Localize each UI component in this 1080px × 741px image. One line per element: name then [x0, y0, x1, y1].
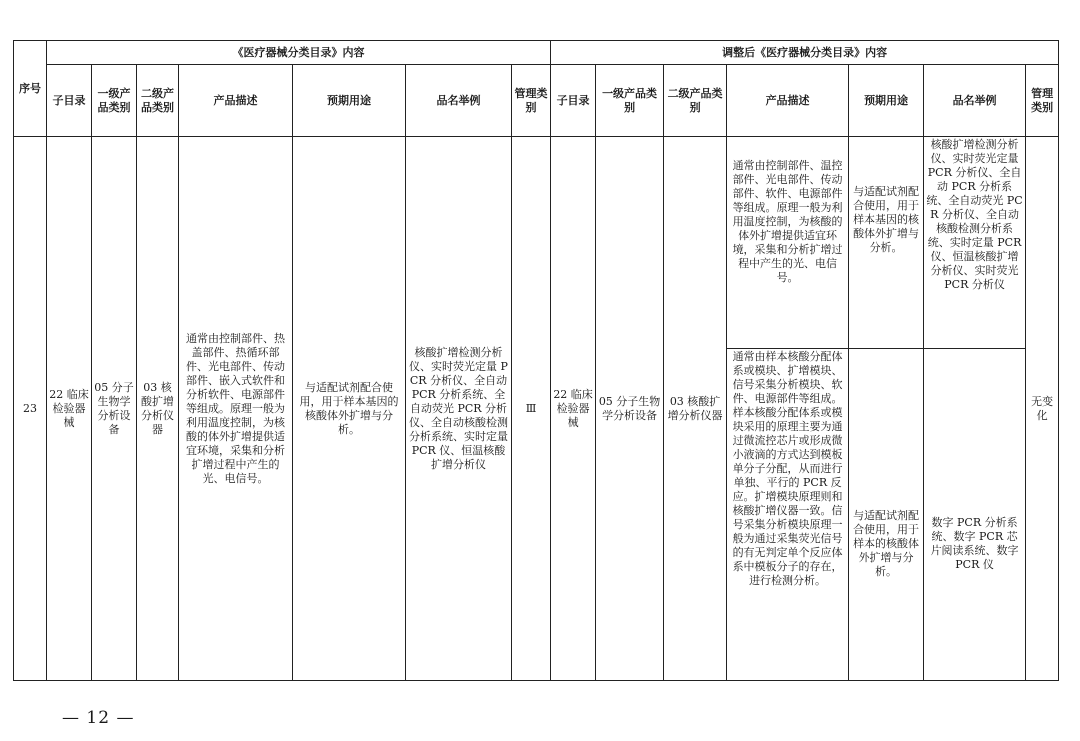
- header-orig-class: 管理类别: [512, 65, 551, 137]
- header-adj-description: 产品描述: [727, 65, 849, 137]
- header-adj-level1: 一级产品类别: [596, 65, 664, 137]
- cell-adj-level2: 03 核酸扩增分析仪器: [664, 137, 727, 681]
- cell-adj-b-intended-use: 与适配试剂配合使用，用于样本的核酸体外扩增与分析。: [849, 349, 924, 681]
- page-number: — 12 —: [62, 708, 135, 728]
- cell-adj-b-examples: 数字 PCR 分析系统、数字 PCR 芯片阅读系统、数字 PCR 仪: [924, 349, 1026, 681]
- header-orig-level1: 一级产品类别: [92, 65, 137, 137]
- cell-adj-level1: 05 分子生物学分析设备: [596, 137, 664, 681]
- cell-orig-sub-catalog: 22 临床检验器械: [47, 137, 92, 681]
- header-adj-class: 管理类别: [1026, 65, 1059, 137]
- cell-orig-level2: 03 核酸扩增分析仪器: [137, 137, 179, 681]
- header-adjusted-group: 调整后《医疗器械分类目录》内容: [551, 41, 1059, 65]
- header-adj-level2: 二级产品类别: [664, 65, 727, 137]
- header-seq: 序号: [14, 41, 47, 137]
- header-orig-level2: 二级产品类别: [137, 65, 179, 137]
- header-orig-sub-catalog: 子目录: [47, 65, 92, 137]
- cell-seq: 23: [14, 137, 47, 681]
- header-adj-sub-catalog: 子目录: [551, 65, 596, 137]
- header-adj-intended-use: 预期用途: [849, 65, 924, 137]
- header-orig-description: 产品描述: [179, 65, 293, 137]
- cell-adj-class: 无变化: [1026, 137, 1059, 681]
- classification-table: [13, 40, 1059, 681]
- cell-adj-a-description: 通常由控制部件、温控部件、光电部件、传动部件、软件、电源部件等组成。原理一般为利用温度控制，为核酸的体外扩增提供适宜环境，采集和分析扩增过程中产生的光、电信号。: [727, 137, 849, 349]
- cell-adj-b-description: 通常由样本核酸分配体系或模块、扩增模块、信号采集分析模块、软件、电源部件等组成。样本核酸分配体系或模块采用的原理主要为通过微流控芯片或形成微小液滴的方式达到模板单分子分配，从而进行单独、平行的 PCR 反应。扩增模块原理则和核酸扩增仪器一致。信号采集分析模块原理一般为通过采集荧光信号的有无判定单个反应体系中模板分子的存在，进行检测分析。: [727, 349, 849, 681]
- cell-adj-a-intended-use: 与适配试剂配合使用，用于样本基因的核酸体外扩增与分析。: [849, 137, 924, 349]
- cell-orig-level1: 05 分子生物学分析设备: [92, 137, 137, 681]
- cell-orig-description: 通常由控制部件、热盖部件、热循环部件、光电部件、传动部件、嵌入式软件和分析软件、电源部件等组成。原理一般为利用温度控制，为核酸的体外扩增提供适宜环境，采集和分析扩增过程中产生的光、电信号。: [179, 137, 293, 681]
- cell-orig-intended-use: 与适配试剂配合使用，用于样本基因的核酸体外扩增与分析。: [293, 137, 406, 681]
- cell-adj-sub-catalog: 22 临床检验器械: [551, 137, 596, 681]
- header-orig-intended-use: 预期用途: [293, 65, 406, 137]
- header-original-group: 《医疗器械分类目录》内容: [47, 41, 551, 65]
- header-orig-examples: 品名举例: [406, 65, 512, 137]
- header-adj-examples: 品名举例: [924, 65, 1026, 137]
- cell-orig-examples: 核酸扩增检测分析仪、实时荧光定量 PCR 分析仪、全自动 PCR 分析系统、全自动荧光 PCR 分析仪、全自动核酸检测分析系统、实时定量 PCR 仪、恒温核酸扩增分析仪: [406, 137, 512, 681]
- cell-orig-class: Ⅲ: [512, 137, 551, 681]
- cell-adj-a-examples: 核酸扩增检测分析仪、实时荧光定量 PCR 分析仪、全自动 PCR 分析系统、全自动荧光 PCR 分析仪、全自动核酸检测分析系统、实时定量 PCR 仪、恒温核酸扩增分析仪、实时荧光 PCR 分析仪: [924, 137, 1026, 349]
